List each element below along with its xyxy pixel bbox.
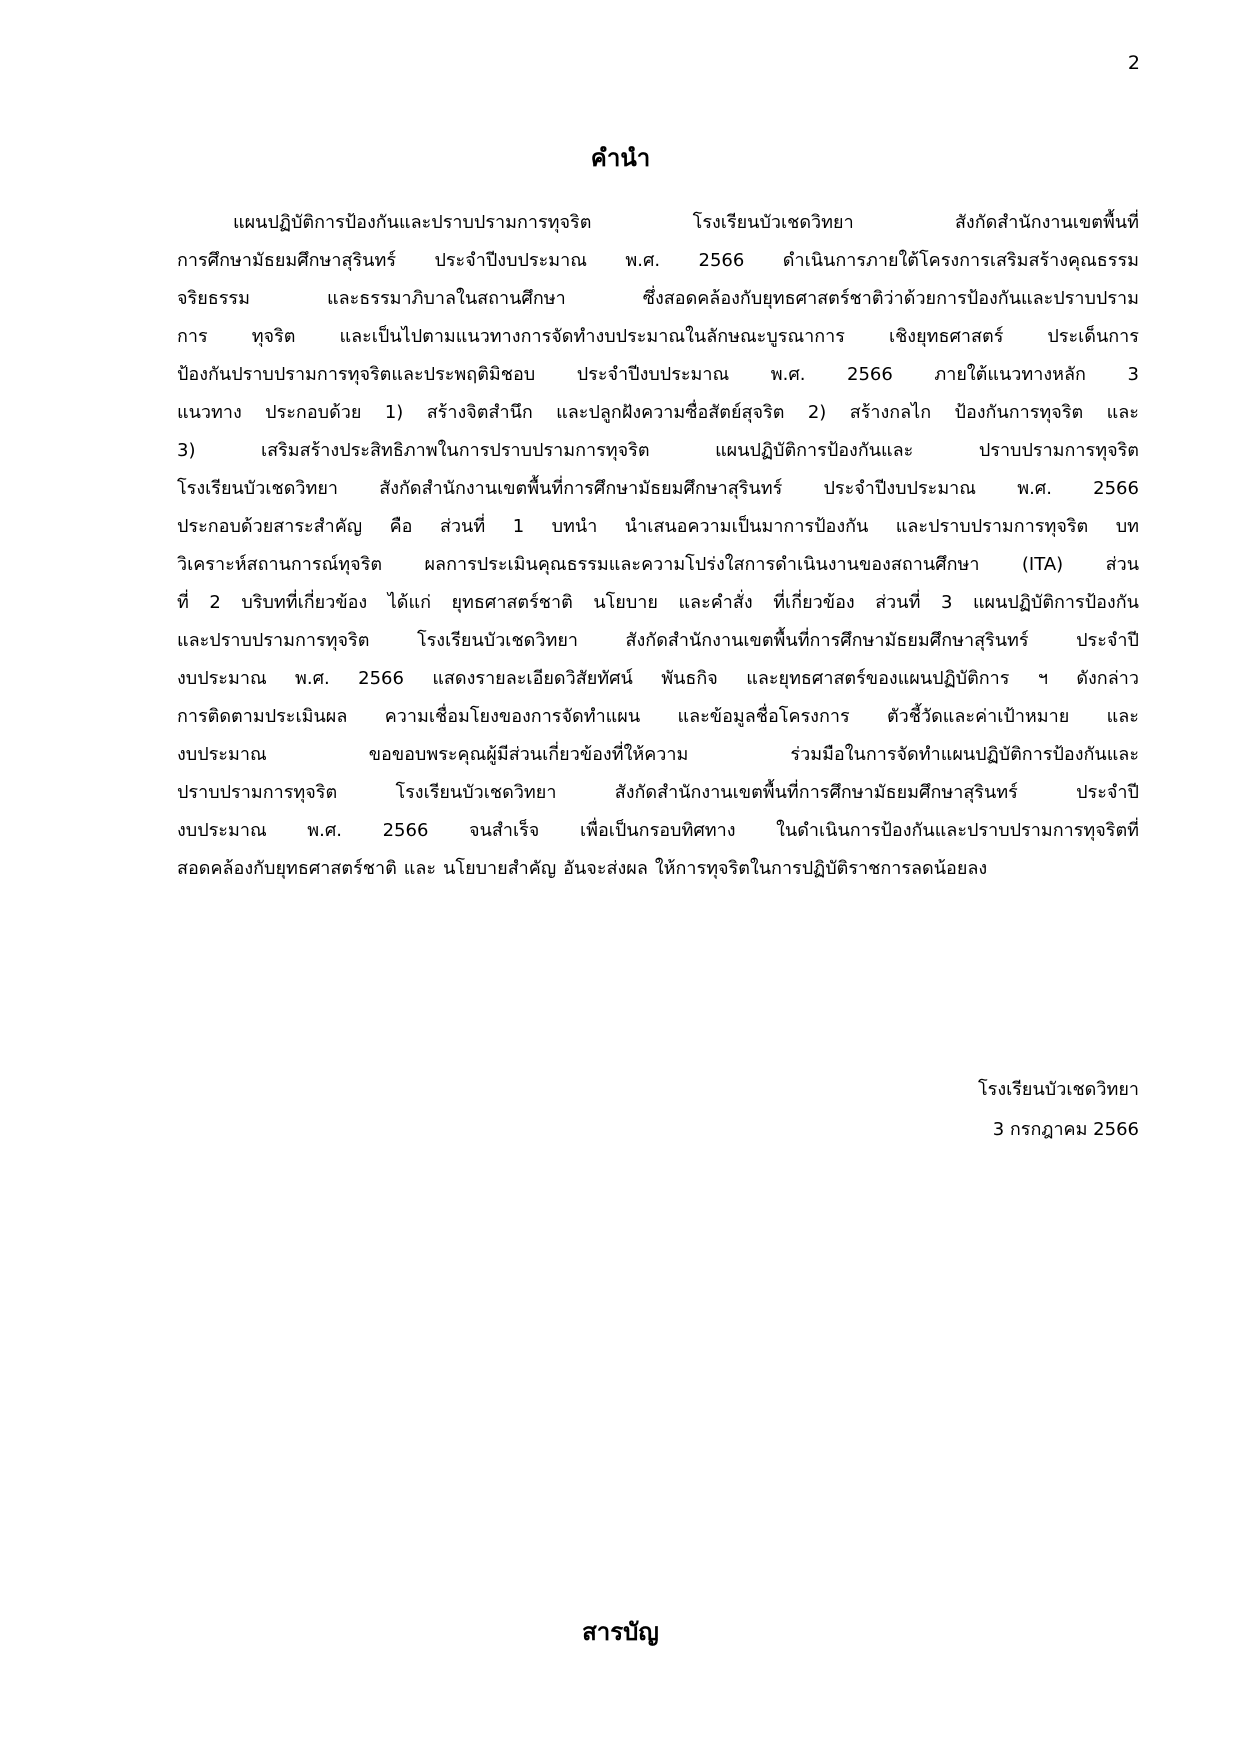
word: พ.ศ. — [625, 250, 661, 271]
word: ร่วมมือในการจัดทำแผนปฏิบัติการป้องกันและ — [790, 744, 1139, 765]
word: ป้องกันปราบปรามการทุจริตและประพฤติมิชอบ — [177, 364, 536, 385]
word: (ITA) — [1021, 554, 1064, 575]
word: ประกอบด้วยสาระสำคัญ — [177, 516, 363, 537]
paragraph-line — [177, 660, 1139, 698]
word: และ — [1106, 706, 1139, 727]
signature-date: 3 กรกฎาคม 2566 — [992, 1119, 1139, 1140]
word: ปราบปรามการทุจริต — [177, 782, 338, 803]
word: ซึ่งสอดคล้องกับยุทธศาสตร์ชาติว่าด้วยการป้องกันและปราบปราม — [642, 288, 1139, 309]
word: ตัวชี้วัดและค่าเป้าหมาย — [886, 706, 1070, 727]
word: ประจำปี — [1076, 782, 1139, 803]
signature-block — [800, 1070, 1139, 1150]
word: ดังกล่าว — [1076, 668, 1139, 689]
paragraph-line — [177, 850, 1139, 888]
word: และข้อมูลชื่อโครงการ — [677, 706, 850, 727]
paragraph-line — [177, 470, 1139, 508]
signature-organization: โรงเรียนบัวเชดวิทยา — [977, 1079, 1139, 1100]
word: ประกอบด้วย — [265, 402, 362, 423]
paragraph-line — [177, 432, 1139, 470]
word: สร้างจิตสำนึก — [426, 402, 533, 423]
word: ความเชื่อมโยงของการจัดทำแผน — [384, 706, 641, 727]
word: บริบทที่เกี่ยวข้อง — [241, 592, 368, 613]
paragraph-line — [177, 698, 1139, 736]
word: และเป็นไปตามแนวทางการจัดทำงบประมาณในลักษณะบูรณาการ — [339, 326, 845, 347]
word: พ.ศ. — [770, 364, 806, 385]
word: 2 — [209, 592, 221, 613]
word: สังกัดสำนักงานเขตพื้นที่ — [954, 212, 1139, 233]
word: 1) — [384, 402, 404, 423]
paragraph-line — [177, 508, 1139, 546]
word: ที่เกี่ยวข้อง — [773, 592, 855, 613]
word: นโยบาย — [593, 592, 658, 613]
word: ผลการประเมินคุณธรรมและความโปร่งใสการดำเนินงานของสถานศึกษา — [424, 554, 980, 575]
paragraph-line — [177, 204, 1139, 242]
word: พ.ศ. — [307, 820, 342, 841]
word: งบประมาณ — [177, 668, 267, 689]
word: แสดงรายละเอียดวิสัยทัศน์ — [432, 668, 633, 689]
word: ขอขอบพระคุณผู้มีส่วนเกี่ยวข้องที่ให้ความ — [368, 744, 689, 765]
word: ที่ — [177, 592, 189, 613]
word: แผนปฏิบัติการป้องกันและปราบปรามการทุจริต — [233, 212, 592, 233]
word: จนสำเร็จ — [469, 820, 540, 841]
word: ได้แก่ — [387, 592, 431, 613]
paragraph-line — [177, 546, 1139, 584]
word: แนวทาง — [177, 402, 242, 423]
word: ส่วนที่ — [439, 516, 486, 537]
paragraph-line — [177, 812, 1139, 850]
word: 2) — [807, 402, 827, 423]
word: ประจำปีงบประมาณ — [434, 250, 587, 271]
word: 2566 — [847, 364, 893, 385]
word: งบประมาณ — [177, 820, 267, 841]
word: และธรรมาภิบาลในสถานศึกษา — [327, 288, 566, 309]
word: ทุจริต — [251, 326, 296, 347]
word: 2566 — [1093, 478, 1139, 499]
word: นโยบายสำคัญ — [443, 858, 557, 879]
word: การศึกษามัธยมศึกษาสุรินทร์ — [177, 250, 397, 271]
paragraph-line — [177, 318, 1139, 356]
word: การติดตามประเมินผล — [177, 706, 348, 727]
paragraph-line — [177, 394, 1139, 432]
word: แผนปฏิบัติการป้องกัน — [972, 592, 1139, 613]
word: และยุทธศาสตร์ของแผนปฏิบัติการ — [746, 668, 1010, 689]
next-section-title: สารบัญ — [582, 1618, 659, 1646]
word: แผนปฏิบัติการป้องกันและ — [715, 440, 914, 461]
word: 3 — [1127, 364, 1139, 385]
word: ป้องกันการทุจริต — [954, 402, 1084, 423]
word: ส่วน — [1105, 554, 1139, 575]
paragraph-line — [177, 584, 1139, 622]
word: พ.ศ. — [1017, 478, 1052, 499]
word: สังกัดสำนักงานเขตพื้นที่การศึกษามัธยมศึกษาสุรินทร์ — [625, 630, 1029, 651]
word: 1 — [512, 516, 525, 537]
word: สร้างกลไก — [849, 402, 932, 423]
page-title: คำนำ — [590, 144, 651, 172]
word: ประเด็นการ — [1047, 326, 1139, 347]
word: ในดำเนินการป้องกันและปราบปรามการทุจริตที่ — [776, 820, 1139, 841]
word: ดำเนินการภายใต้โครงการเสริมสร้างคุณธรรม — [782, 250, 1139, 271]
word: เสริมสร้างประสิทธิภาพในการปราบปรามการทุจริต — [260, 440, 650, 461]
word: และ — [403, 858, 437, 879]
word: 2566 — [358, 668, 404, 689]
word: ฯ — [1037, 668, 1048, 689]
word: ประจำปีงบประมาณ — [823, 478, 976, 499]
word: เพื่อเป็นกรอบทิศทาง — [579, 820, 736, 841]
word: ให้การทุจริตในการปฏิบัติราชการลดน้อยลง — [654, 858, 988, 879]
preface-paragraph — [177, 204, 1139, 888]
word: คือ — [389, 516, 413, 537]
paragraph-line — [177, 280, 1139, 318]
word: โรงเรียนบัวเชดวิทยา — [692, 212, 854, 233]
word: บทนำ — [551, 516, 598, 537]
word: และปราบปรามการทุจริต — [895, 516, 1089, 537]
word: ภายใต้แนวทางหลัก — [934, 364, 1086, 385]
word: งบประมาณ — [177, 744, 267, 765]
paragraph-line — [177, 736, 1139, 774]
paragraph-line — [177, 356, 1139, 394]
word: การ — [177, 326, 208, 347]
word: โรงเรียนบัวเชดวิทยา — [395, 782, 557, 803]
word: และ — [1106, 402, 1139, 423]
word: วิเคราะห์สถานการณ์ทุจริต — [177, 554, 383, 575]
page-number: 2 — [1127, 52, 1140, 74]
word: ยุทธศาสตร์ชาติ — [451, 592, 573, 613]
word: บท — [1115, 516, 1139, 537]
word: และคำสั่ง — [678, 592, 753, 613]
word: สังกัดสำนักงานเขตพื้นที่การศึกษามัธยมศึกษาสุรินทร์ — [614, 782, 1018, 803]
word: 3) — [177, 440, 196, 461]
word: และปราบปรามการทุจริต — [177, 630, 370, 651]
word: ส่วนที่ — [875, 592, 921, 613]
word: พ.ศ. — [295, 668, 330, 689]
word: ปราบปรามการทุจริต — [978, 440, 1139, 461]
word: สังกัดสำนักงานเขตพื้นที่การศึกษามัธยมศึกษาสุรินทร์ — [379, 478, 783, 499]
word: ประจำปี — [1076, 630, 1139, 651]
word: สอดคล้องกับยุทธศาสตร์ชาติ — [177, 858, 397, 879]
word: จริยธรรม — [177, 288, 250, 309]
word: 2566 — [698, 250, 745, 271]
word: เชิงยุทธศาสตร์ — [888, 326, 1004, 347]
word: อันจะส่งผล — [563, 858, 648, 879]
paragraph-line — [177, 774, 1139, 812]
word: 2566 — [382, 820, 429, 841]
word: และปลูกฝังความซื่อสัตย์สุจริต — [556, 402, 785, 423]
word: ประจำปีงบประมาณ — [576, 364, 730, 385]
word: 3 — [940, 592, 953, 613]
word: โรงเรียนบัวเชดวิทยา — [416, 630, 578, 651]
word: พันธกิจ — [661, 668, 718, 689]
word: นำเสนอความเป็นมาการป้องกัน — [624, 516, 869, 537]
paragraph-line — [177, 622, 1139, 660]
word: โรงเรียนบัวเชดวิทยา — [177, 478, 339, 499]
paragraph-line — [177, 242, 1139, 280]
